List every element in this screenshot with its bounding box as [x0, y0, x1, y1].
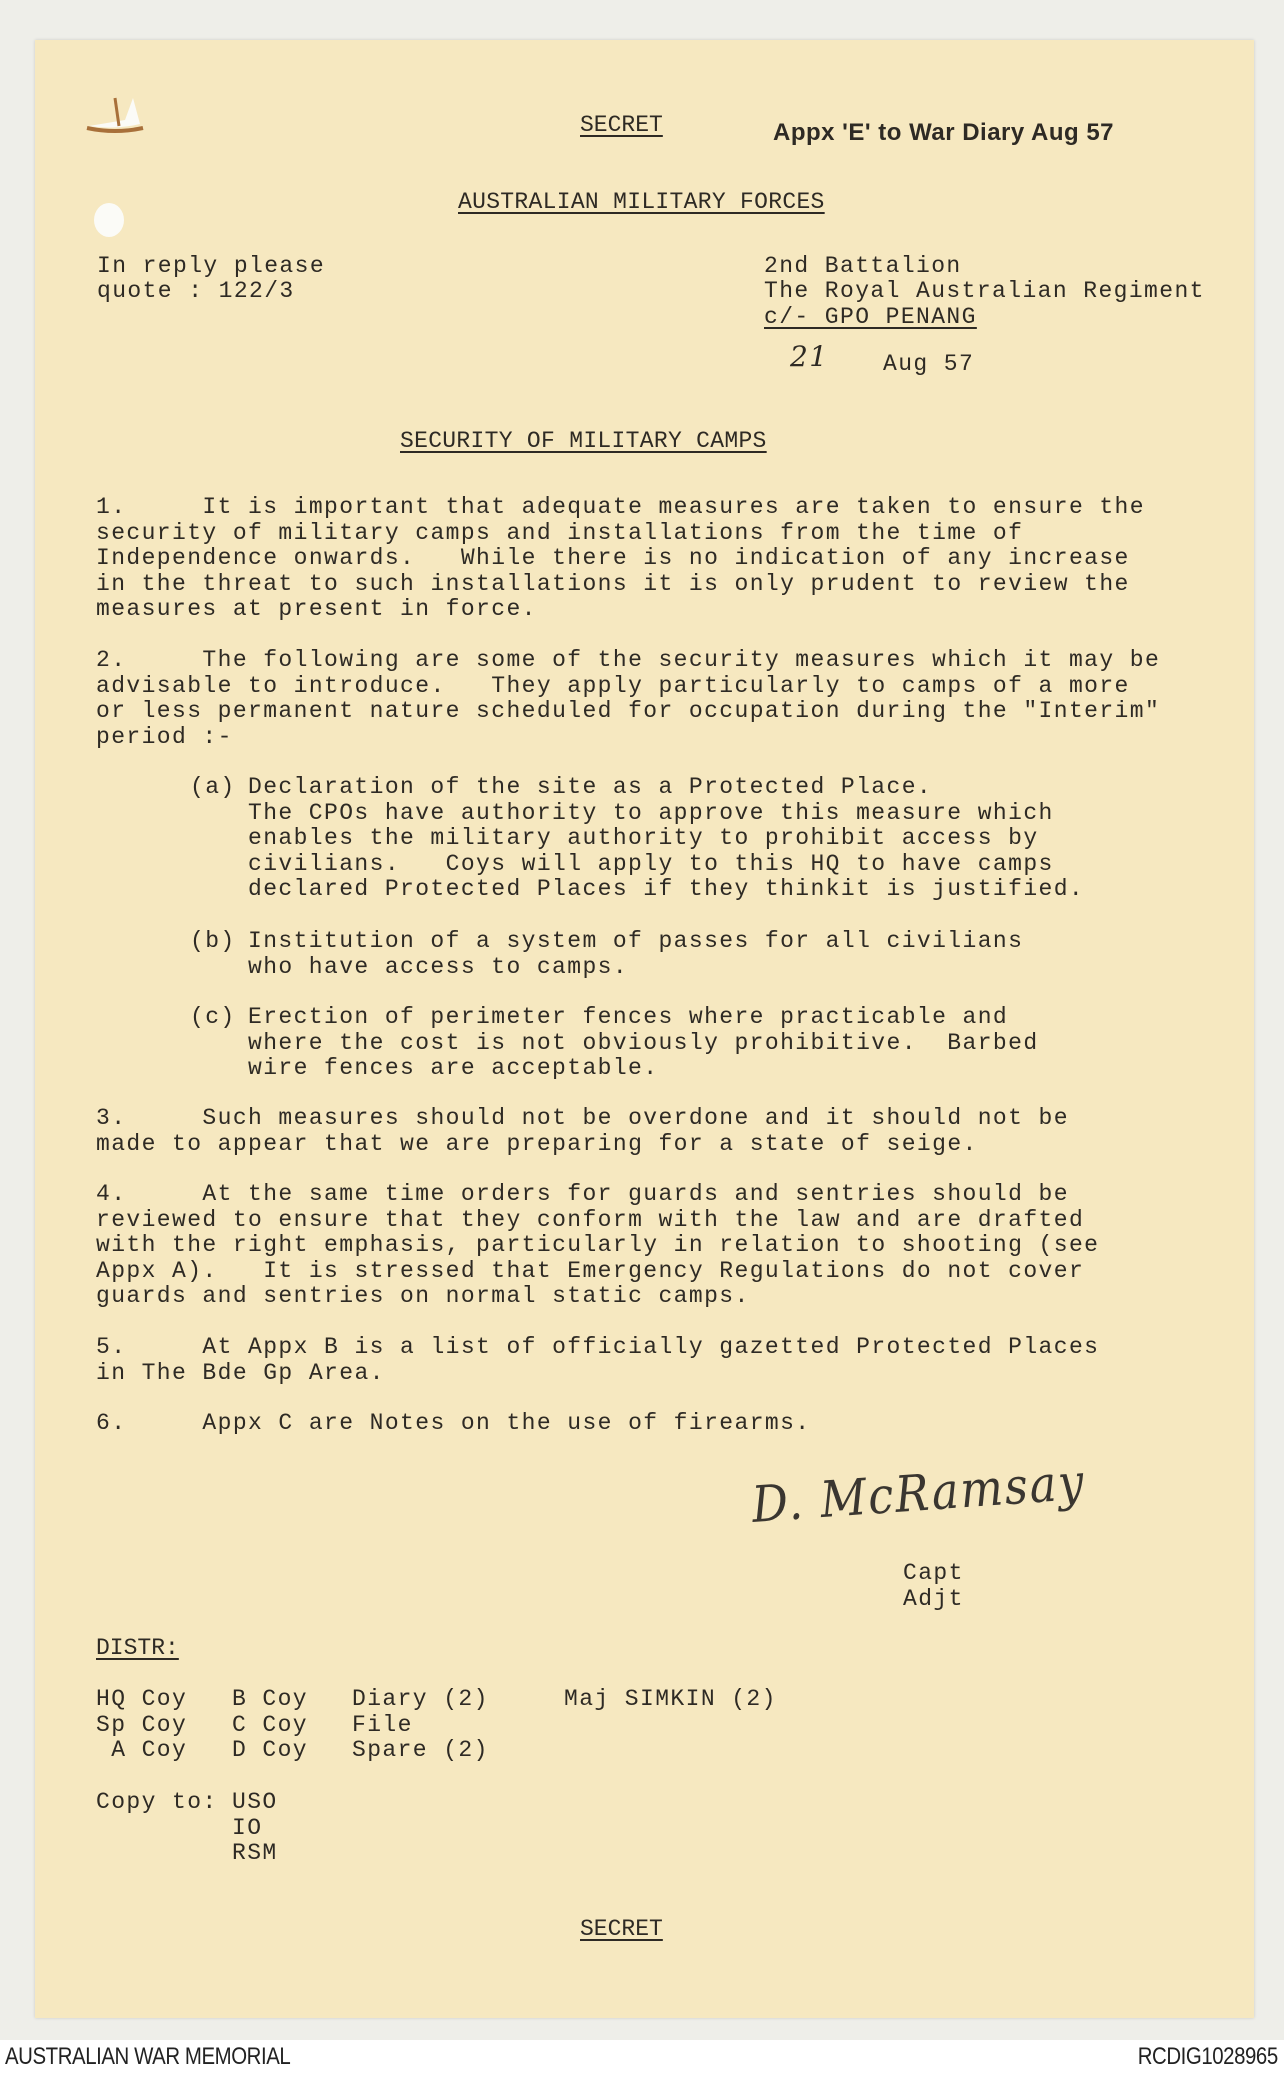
- paragraph-line: or less permanent nature scheduled for occupation during the "Interim": [96, 698, 1161, 725]
- distribution-entry: Maj SIMKIN (2): [564, 1686, 777, 1712]
- paragraph-line: enables the military authority to prohibit access by: [248, 825, 1039, 852]
- paragraph-line: reviewed to ensure that they conform with the law and are drafted: [96, 1206, 1085, 1233]
- paragraph-line: 6. Appx C are Notes on the use of firearms.: [96, 1410, 811, 1436]
- paragraph-line: period :-: [96, 723, 233, 750]
- paragraph-line: with the right emphasis, particularly in relation to shooting (see: [96, 1232, 1100, 1259]
- distribution-heading: DISTR:: [96, 1635, 179, 1661]
- paragraph-line: Institution of a system of passes for all civilians: [248, 928, 1024, 954]
- item-label: (b): [190, 928, 236, 954]
- paragraph-line: advisable to introduce. They apply particularly to camps of a more: [96, 672, 1130, 699]
- reply-line: quote : 122/3: [97, 278, 295, 304]
- reply-line: In reply please: [97, 253, 326, 279]
- copy-to-entry: RSM: [232, 1840, 278, 1867]
- distribution-entry: B Coy: [232, 1686, 309, 1712]
- paragraph-line: 2. The following are some of the security measures which it may be: [96, 647, 1161, 673]
- paragraph-line: 3. Such measures should not be overdone and it should not be: [96, 1105, 1069, 1131]
- paragraph-line: security of military camps and installations from the time of: [96, 519, 1024, 546]
- item-label: (a): [190, 774, 236, 800]
- paragraph-line: wire fences are acceptable.: [248, 1055, 659, 1082]
- archive-reference: RCDIG1028965: [1137, 2043, 1278, 2070]
- date-day-handwritten: 21: [790, 340, 829, 373]
- paragraph-line: Appx A). It is stressed that Emergency Regulations do not cover: [96, 1257, 1085, 1284]
- classification-bottom: SECRET: [580, 1916, 663, 1942]
- distribution-entry: D Coy: [232, 1737, 309, 1764]
- distribution-entry: Spare (2): [352, 1737, 489, 1764]
- handwritten-signature: D. McRamsay: [749, 1452, 1088, 1534]
- address-line: c/- GPO PENANG: [764, 304, 977, 330]
- distribution-entry: C Coy: [232, 1711, 309, 1738]
- copy-to-label: Copy to:: [96, 1789, 218, 1815]
- paragraph-line: declared Protected Places if they thinkit is justified.: [248, 876, 1085, 903]
- paragraph-line: guards and sentries on normal static camps.: [96, 1283, 750, 1310]
- paragraph-line: 4. At the same time orders for guards and sentries should be: [96, 1181, 1069, 1207]
- paragraph-line: 1. It is important that adequate measures are taken to ensure the: [96, 494, 1145, 520]
- document-title: SECURITY OF MILITARY CAMPS: [400, 428, 767, 454]
- organisation-heading: AUSTRALIAN MILITARY FORCES: [458, 189, 825, 215]
- paragraph-line: who have access to camps.: [248, 953, 629, 980]
- appointment-line: Adjt: [903, 1586, 964, 1612]
- item-label: (c): [190, 1004, 236, 1030]
- paragraph-line: measures at present in force.: [96, 596, 537, 623]
- paragraph-line: Declaration of the site as a Protected Place.: [248, 774, 933, 800]
- classification-top: SECRET: [580, 112, 663, 138]
- paragraph-line: civilians. Coys will apply to this HQ to have camps: [248, 850, 1054, 877]
- paragraph-line: in The Bde Gp Area.: [96, 1359, 385, 1386]
- paragraph-line: Independence onwards. While there is no indication of any increase: [96, 545, 1130, 572]
- staple-rust-mark: [85, 90, 165, 140]
- paragraph-line: The CPOs have authority to approve this measure which: [248, 799, 1054, 826]
- rank-line: Capt: [903, 1560, 964, 1586]
- address-line: The Royal Australian Regiment: [764, 278, 1205, 304]
- distribution-entry: HQ Coy: [96, 1686, 188, 1712]
- punch-hole: [94, 203, 124, 237]
- paragraph-line: Erection of perimeter fences where practicable and: [248, 1004, 1009, 1030]
- paragraph-line: 5. At Appx B is a list of officially gazetted Protected Places: [96, 1334, 1100, 1360]
- copy-to-entry: USO: [232, 1789, 278, 1815]
- copy-to-entry: IO: [232, 1814, 263, 1841]
- address-line: 2nd Battalion: [764, 253, 962, 279]
- distribution-entry: Sp Coy: [96, 1711, 188, 1738]
- paragraph-line: where the cost is not obviously prohibitive. Barbed: [248, 1029, 1039, 1056]
- archive-institution: AUSTRALIAN WAR MEMORIAL: [5, 2043, 291, 2070]
- appendix-reference: Appx 'E' to War Diary Aug 57: [773, 119, 1115, 146]
- distribution-entry: A Coy: [96, 1737, 188, 1764]
- distribution-entry: Diary (2): [352, 1686, 489, 1712]
- paragraph-line: made to appear that we are preparing for a state of seige.: [96, 1130, 978, 1157]
- date-month-year: Aug 57: [883, 351, 975, 377]
- distribution-entry: File: [352, 1711, 413, 1738]
- paragraph-line: in the threat to such installations it is only prudent to review the: [96, 570, 1130, 597]
